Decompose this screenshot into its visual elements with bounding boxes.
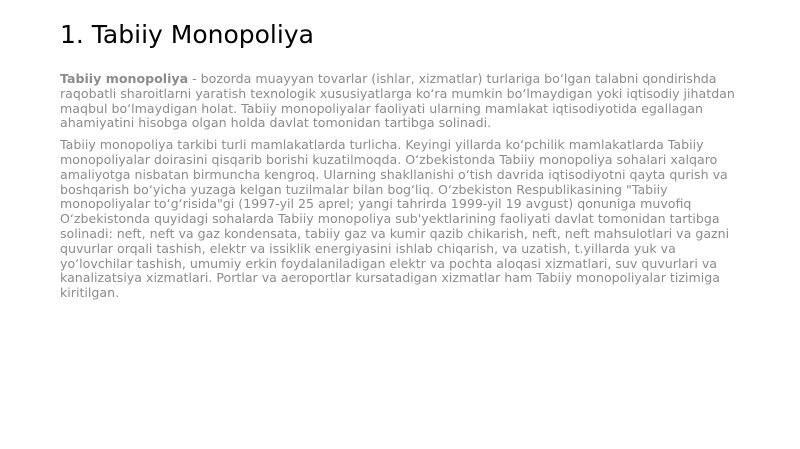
slide-title: 1. Tabiiy Monopoliya — [60, 20, 314, 49]
paragraph-uzbekistan: Tabiiy monopoliya tarkibi turli mamlakatlarda turlicha. Keyingi yillarda ko‘pchilik mamlakatlarda Tabiiy monopoliyalar doirasini qisqarib borishi kuzatilmoqda. O‘zbekistonda Tabiiy monopoliya sohalari xalqaro amaliyotga nisbatan birmuncha kengroq. Ularning shakllanishi o‘tish davrida iqtisodiyotni qayta qurish va boshqarish bo‘yicha yuzaga kelgan tuzilmalar bilan bog‘liq. O‘zbekiston Respublikasining "Tabiiy monopoliyalar to‘g‘risida"gi (1997-yil 25 aprel; yangi tahrirda 1999-yil 19 avgust) qonuniga muvofiq O‘zbekistonda quyidagi sohalarda Tabiiy monopoliya sub'yektlarining faoliyati davlat tomonidan tartibga solinadi: neft, neft va gaz kondensata, tabiiy gaz va kumir qazib chikarish, neft, neft mahsulotlari va gazni quvurlar orqali tashish, elektr va issiklik energiyasini ishlab chiqarish, va uzatish, t.yillarda yuk va yo‘lovchilar tashish, umumiy erkin foydalaniladigan elektr va pochta aloqasi xizmatlari, suv quvurlari va kanalizatsiya xizmatlari. Portlar va aeroportlar kursatadigan xizmatlar ham Tabiiy monopoliyalar tizimiga kiritilgan. — [60, 137, 730, 301]
slide-body — [60, 72, 750, 308]
definition-text: - bozorda muayyan tovarlar (ishlar, xizmatlar) turlariga bo‘lgan talabni qondirishda raqobatli sharoitlarni yaratish texnologik xususiyatlarga ko‘ra mumkin bo‘lmaydigan yoki iqtisodiy jihatdan maqbul bo‘lmaydigan holat. Tabiiy monopoliyalar faoliyati ularning mamlakat iqtisodiyotida egallagan ahamiyatini hisobga olgan holda davlat tomonidan tartibga solinadi. — [60, 71, 735, 131]
paragraph-definition — [60, 72, 750, 131]
defined-term: Tabiiy monopoliya — [60, 71, 189, 86]
